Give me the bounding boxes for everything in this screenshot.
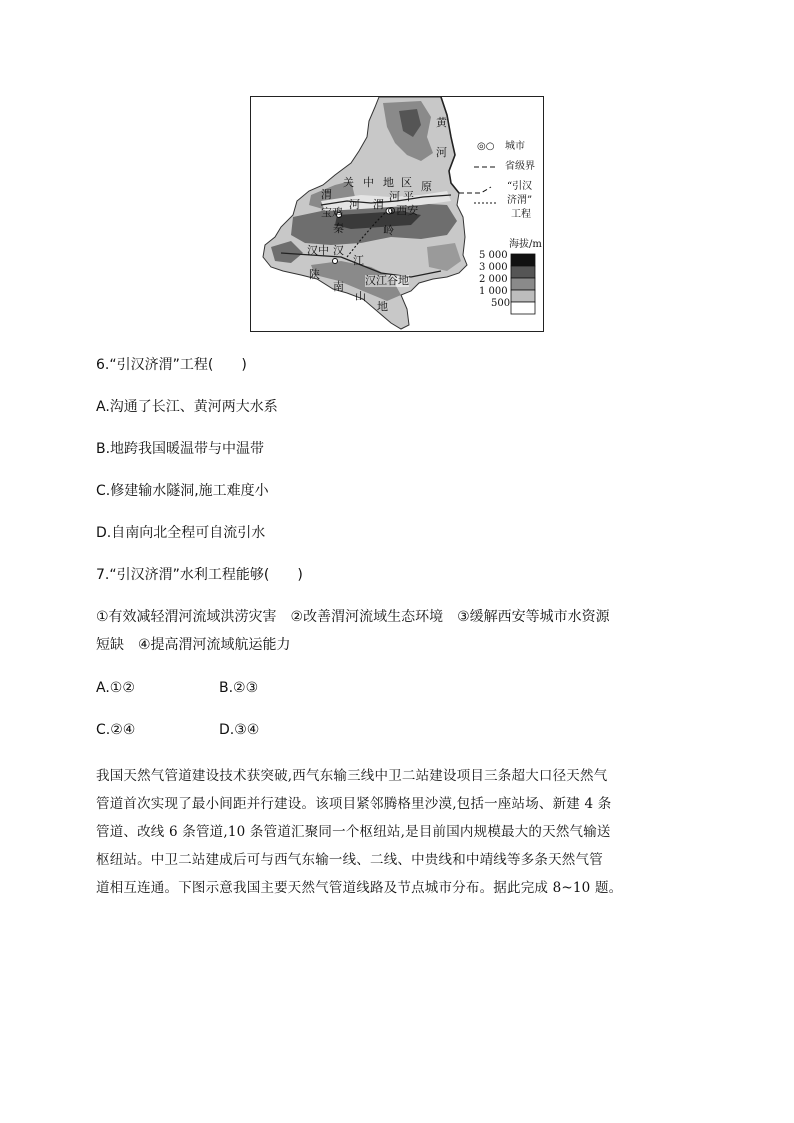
label-huang: 黄 xyxy=(436,116,447,129)
q7-option-c: C.②④ xyxy=(96,722,136,738)
label-he3: 河 xyxy=(389,190,400,203)
label-shan: 陕 xyxy=(309,268,320,281)
shaanxi-relief-map xyxy=(250,96,544,332)
passage-line-3: 管道、改线 6 条管道,10 条管道汇聚同一个枢纽站,是目前国内规模最大的天然气输送 xyxy=(96,824,611,840)
legend-swatch-2000 xyxy=(511,278,535,290)
label-hanzhong: 汉中 xyxy=(307,244,329,257)
label-wei: 渭 xyxy=(321,188,332,201)
label-di: 地 xyxy=(383,176,394,189)
q7-option-a: A.①② xyxy=(96,680,135,696)
hanzhong-marker xyxy=(333,259,338,264)
label-baoji: 宝鸡 xyxy=(321,206,343,219)
q7-statements-line1: ①有效减轻渭河流域洪涝灾害 ②改善渭河流域生态环境 ③缓解西安等城市水资源 xyxy=(96,609,610,625)
label-wei2: 渭 xyxy=(373,198,384,211)
label-shan2: 山 xyxy=(355,290,366,303)
legend-level-1000: 1 000 xyxy=(479,286,508,297)
legend-level-500: 500 xyxy=(491,298,511,309)
q6-option-a: A.沟通了长江、黄河两大水系 xyxy=(96,399,278,415)
legend-city-symbol: ◎○ xyxy=(477,141,495,152)
legend-elevation-title: 海拔/m xyxy=(509,239,542,250)
legend-level-3000: 3 000 xyxy=(479,262,508,273)
passage-line-2: 管道首次实现了最小间距并行建设。该项目紧邻腾格里沙漠,包括一座站场、新建 4 条 xyxy=(96,796,612,812)
label-hanjiang-valley: 汉江谷地 xyxy=(365,274,409,287)
legend-city: 城市 xyxy=(505,141,525,152)
legend-level-5000: 5 000 xyxy=(479,250,508,261)
passage-line-1: 我国天然气管道建设技术获突破,西气东输三线中卫二站建设项目三条超大口径天然气 xyxy=(96,768,608,784)
q7-statements-line2: 短缺 ④提高渭河流域航运能力 xyxy=(96,637,291,653)
label-he: 河 xyxy=(436,146,447,159)
label-guan: 关 xyxy=(343,176,354,189)
legend-province: 省级界 xyxy=(505,161,535,172)
legend-swatch-3000 xyxy=(511,266,535,278)
label-zhong: 中 xyxy=(363,176,374,189)
legend-level-2000: 2 000 xyxy=(479,274,508,285)
q6-option-b: B.地跨我国暖温带与中温带 xyxy=(96,441,265,457)
legend-swatch-5000 xyxy=(511,254,535,266)
label-ping: 平 xyxy=(403,190,414,203)
q6-stem: 6.“引汉济渭”工程( ) xyxy=(96,357,247,373)
label-yuan: 原 xyxy=(421,180,432,193)
label-han: 汉 xyxy=(333,244,344,257)
label-ling: 岭 xyxy=(383,224,394,237)
legend-project-2: 济渭” xyxy=(507,195,533,206)
q6-option-c: C.修建输水隧洞,施工难度小 xyxy=(96,483,269,499)
label-nan: 南 xyxy=(333,280,344,293)
q6-option-d: D.自南向北全程可自流引水 xyxy=(96,525,266,541)
label-xian: ⊙西安 xyxy=(387,204,419,217)
legend-project-3: 工程 xyxy=(511,209,531,220)
q7-stem: 7.“引汉济渭”水利工程能够( ) xyxy=(96,567,303,583)
label-qin: 秦 xyxy=(333,222,344,235)
passage-line-5: 道相互连通。下图示意我国主要天然气管道线路及节点城市分布。据此完成 8~10 题。 xyxy=(96,880,623,896)
province-boundary xyxy=(459,187,491,193)
passage xyxy=(96,762,706,902)
passage-line-4: 枢纽站。中卫二站建成后可与西气东输一线、二线、中贵线和中靖线等多条天然气管 xyxy=(96,852,603,868)
elevation-legend xyxy=(511,254,535,314)
label-jiang: 江 xyxy=(353,254,364,267)
label-he2: 河 xyxy=(349,198,360,211)
legend-project-1: “引汉 xyxy=(507,181,533,192)
legend-swatch-1000 xyxy=(511,290,535,302)
q7-option-d: D.③④ xyxy=(219,722,260,738)
label-qu: 区 xyxy=(401,176,412,189)
q7-option-b: B.②③ xyxy=(219,680,259,696)
legend-swatch-500 xyxy=(511,302,535,314)
label-di2: 地 xyxy=(377,300,388,313)
